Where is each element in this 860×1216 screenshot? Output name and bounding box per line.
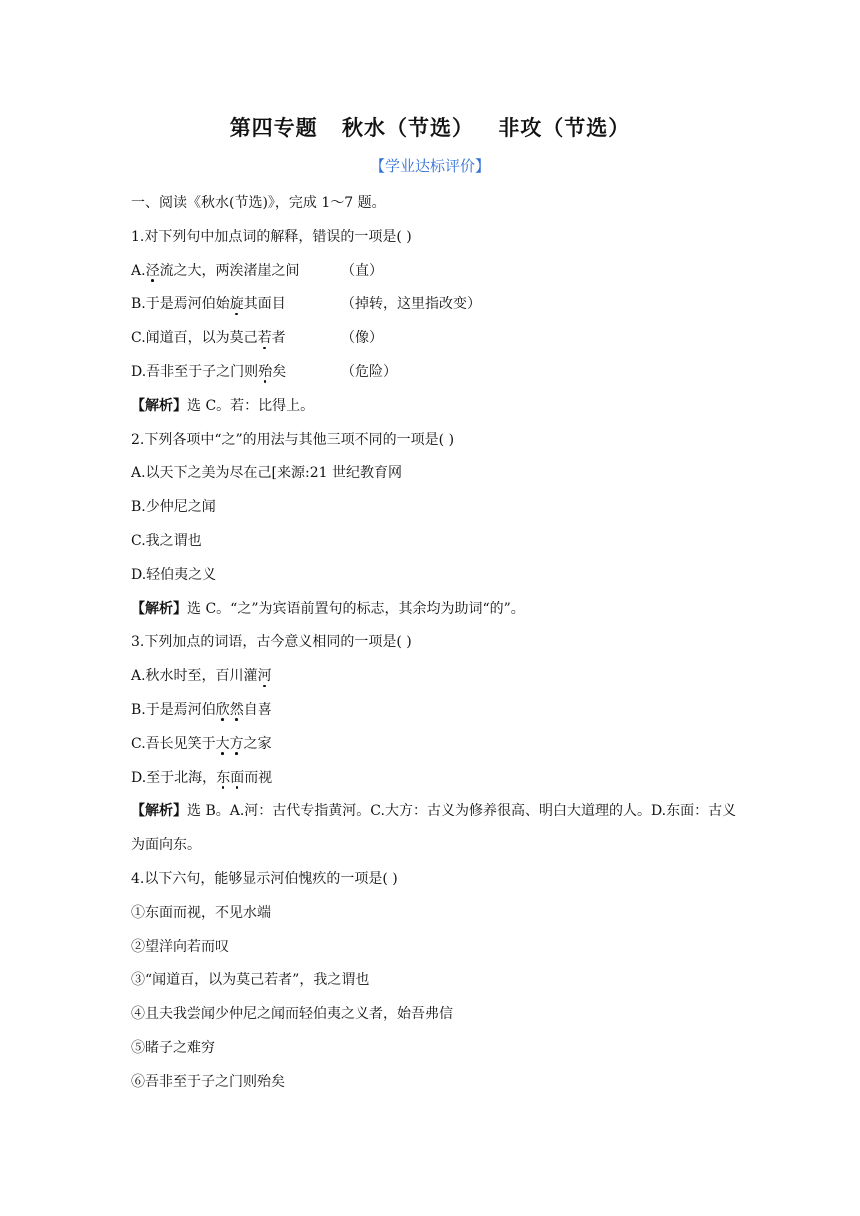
dotted-char: 东 (216, 769, 231, 786)
q2-analysis: 【解析】选 C。“之”为宾语前置句的标志，其余均为助词“的”。 (131, 600, 525, 617)
title-text-1: 秋水（节选） (342, 116, 474, 140)
q4-item-2: ②望洋向若而叹 (131, 938, 229, 955)
q1-option-c: C.闻道百，以为莫己若者 （像） (131, 330, 383, 347)
page-title (0, 112, 860, 142)
q1-option-b: B.于是焉河伯始旋其面目 （掉转，这里指改变） (131, 296, 481, 313)
q4-item-3: ③“闻道百，以为莫己若者”，我之谓也 (131, 972, 370, 989)
question-body (131, 187, 741, 1100)
section-subtitle: 【学业达标评价】 (369, 157, 490, 175)
dotted-char: 然 (229, 701, 244, 718)
q1-option-a: A.泾流之大，两涘渚崖之间 （直） (131, 262, 383, 279)
q4-item-6: ⑥吾非至于子之门则殆矣 (131, 1073, 285, 1090)
q2-stem: 2.下列各项中“之”的用法与其他三项不同的一项是( ) (131, 431, 455, 448)
dotted-char: 泾 (145, 262, 160, 279)
dotted-char: 欣 (215, 701, 230, 718)
q3-option-d: D.至于北海，东面而视 (131, 769, 273, 786)
dotted-char: 旋 (229, 296, 244, 313)
q1-analysis: 【解析】选 C。若：比得上。 (131, 397, 315, 414)
title-text-2: 非攻（节选） (498, 116, 631, 140)
q3-stem: 3.下列加点的词语，古今意义相同的一项是( ) (131, 634, 412, 651)
q3-option-b: B.于是焉河伯欣然自喜 (131, 701, 272, 718)
dotted-char: 方 (229, 735, 244, 752)
q4-stem: 4.以下六句，能够显示河伯愧疚的一项是( ) (131, 870, 398, 887)
q4-item-5: ⑤睹子之难穷 (131, 1039, 215, 1056)
q4-item-1: ①东面而视，不见水端 (131, 904, 271, 921)
dotted-char: 面 (230, 769, 245, 786)
dotted-char: 大 (215, 735, 230, 752)
q3-analysis: 【解析】选 B。A.河：古代专指黄河。C.大方：古义为修养很高、明白大道理的人。D.东面：古义为面向东。 (131, 803, 737, 854)
q3-option-a: A.秋水时至，百川灌河 (131, 668, 272, 685)
dotted-char: 若 (257, 330, 272, 347)
q2-option-b: B.少仲尼之闻 (131, 499, 216, 516)
q2-option-a: A.以天下之美为尽在己[来源:21 世纪教育网 (131, 465, 403, 482)
q4-item-4: ④且夫我尝闻少仲尼之闻而轻伯夷之义者，始吾弗信 (131, 1006, 453, 1023)
q3-option-c: C.吾长见笑于大方之家 (131, 735, 272, 752)
q2-option-c: C.我之谓也 (131, 532, 202, 549)
dotted-char: 河 (257, 668, 272, 685)
q2-option-d: D.轻伯夷之义 (131, 566, 217, 583)
q1-stem: 1.对下列句中加点词的解释，错误的一项是( ) (131, 228, 412, 245)
title-topic: 第四专题 (229, 116, 318, 140)
dotted-char: 殆 (258, 363, 273, 380)
section-heading: 一、阅读《秋水(节选)》，完成 1～7 题。 (131, 195, 386, 211)
q1-option-d: D.吾非至于子之门则殆矣 （危险） (131, 363, 397, 380)
